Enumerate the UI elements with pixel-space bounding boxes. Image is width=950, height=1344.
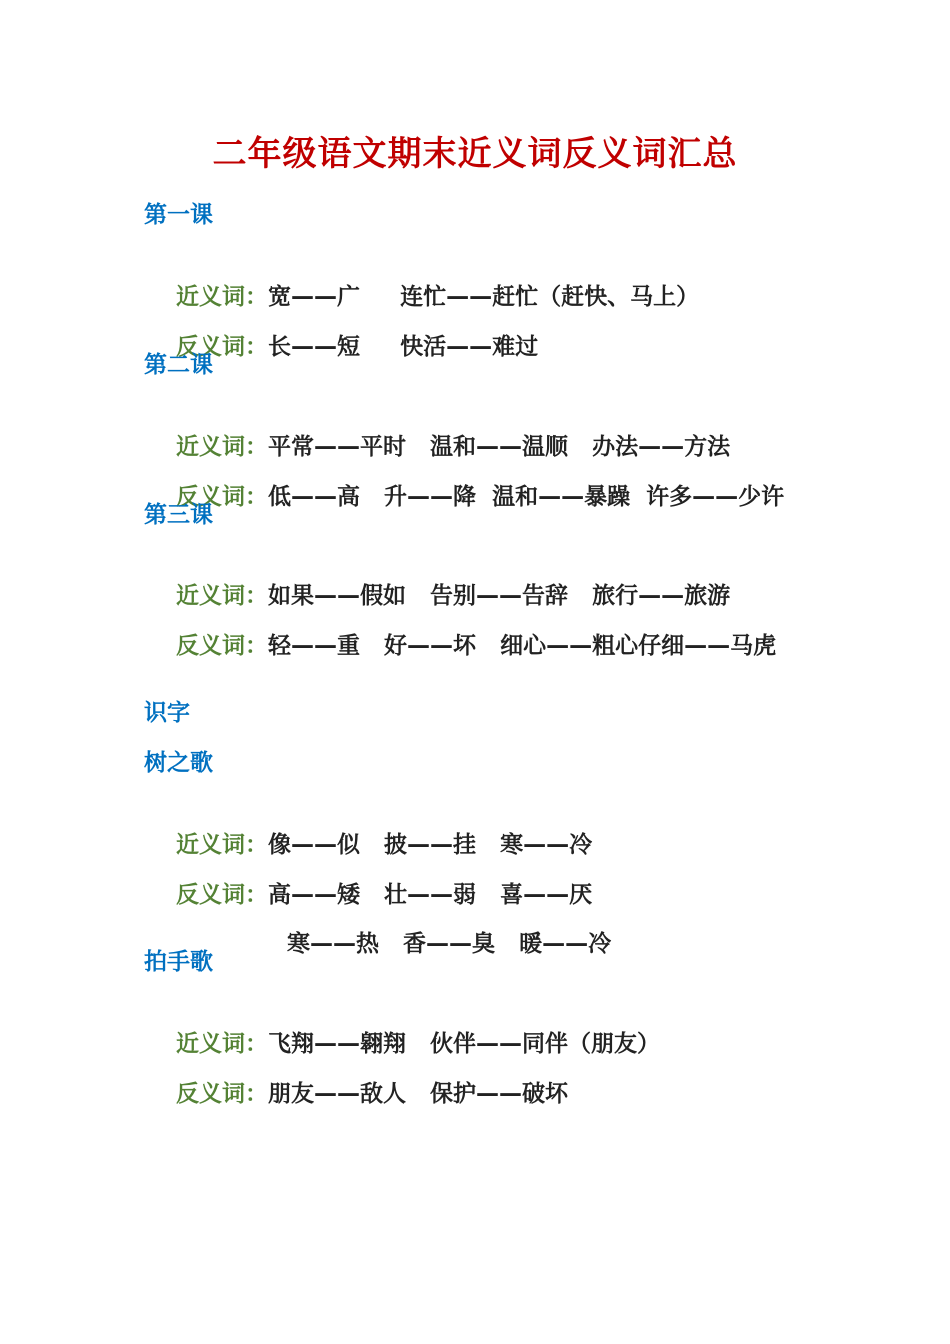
shizi-heading: 识字 bbox=[144, 700, 190, 726]
synonym-label: 近义词： bbox=[176, 434, 269, 460]
synonym-pairs: 如果——假如 告别——告辞 旅行——旅游 bbox=[268, 583, 731, 609]
synonym-label: 近义词： bbox=[176, 284, 269, 310]
paishouge-antonyms bbox=[144, 1046, 569, 1107]
lesson-3-heading: 第三课 bbox=[144, 502, 213, 528]
synonym-pairs: 飞翔——翱翔 伙伴——同伴（朋友） bbox=[268, 1031, 661, 1057]
antonym-label: 反义词： bbox=[176, 334, 269, 360]
lesson-1-synonyms bbox=[144, 249, 700, 310]
lesson-2-heading: 第二课 bbox=[144, 352, 213, 378]
lesson-2-synonyms bbox=[144, 399, 731, 460]
antonym-pairs: 高——矮 壮——弱 喜——厌 bbox=[268, 882, 593, 908]
synonym-label: 近义词： bbox=[176, 583, 269, 609]
paishouge-synonyms bbox=[144, 996, 661, 1057]
synonym-label: 近义词： bbox=[176, 832, 269, 858]
antonym-pairs: 低——高 升——降 温和——暴躁 许多——少许 bbox=[268, 484, 785, 510]
antonym-pairs: 轻——重 好——坏 细心——粗心仔细——马虎 bbox=[268, 633, 777, 659]
shuzhige-heading: 树之歌 bbox=[144, 750, 213, 776]
shuzhige-synonyms bbox=[144, 797, 593, 858]
antonym-label: 反义词： bbox=[176, 1081, 269, 1107]
lesson-3-antonyms bbox=[144, 598, 777, 659]
antonym-pairs: 长——短 快活——难过 bbox=[268, 334, 539, 360]
antonym-label: 反义词： bbox=[176, 882, 269, 908]
antonym-label: 反义词： bbox=[176, 633, 269, 659]
synonym-pairs: 平常——平时 温和——温顺 办法——方法 bbox=[268, 434, 731, 460]
shuzhige-antonyms-continued bbox=[255, 896, 612, 957]
lesson-1-antonyms bbox=[144, 299, 539, 360]
synonym-label: 近义词： bbox=[176, 1031, 269, 1057]
lesson-1-heading: 第一课 bbox=[144, 202, 213, 228]
synonym-pairs: 宽——广 连忙——赶忙（赶快、马上） bbox=[268, 284, 700, 310]
antonym-pairs: 朋友——敌人 保护——破坏 bbox=[268, 1081, 569, 1107]
antonym-pairs: 寒——热 香——臭 暖——冷 bbox=[287, 931, 612, 957]
lesson-2-antonyms bbox=[144, 449, 785, 510]
antonym-label: 反义词： bbox=[176, 484, 269, 510]
paishouge-heading: 拍手歌 bbox=[144, 949, 213, 975]
page-title: 二年级语文期末近义词反义词汇总 bbox=[212, 134, 738, 174]
lesson-3-synonyms bbox=[144, 548, 731, 609]
synonym-pairs: 像——似 披——挂 寒——冷 bbox=[268, 832, 593, 858]
shuzhige-antonyms bbox=[144, 847, 593, 908]
